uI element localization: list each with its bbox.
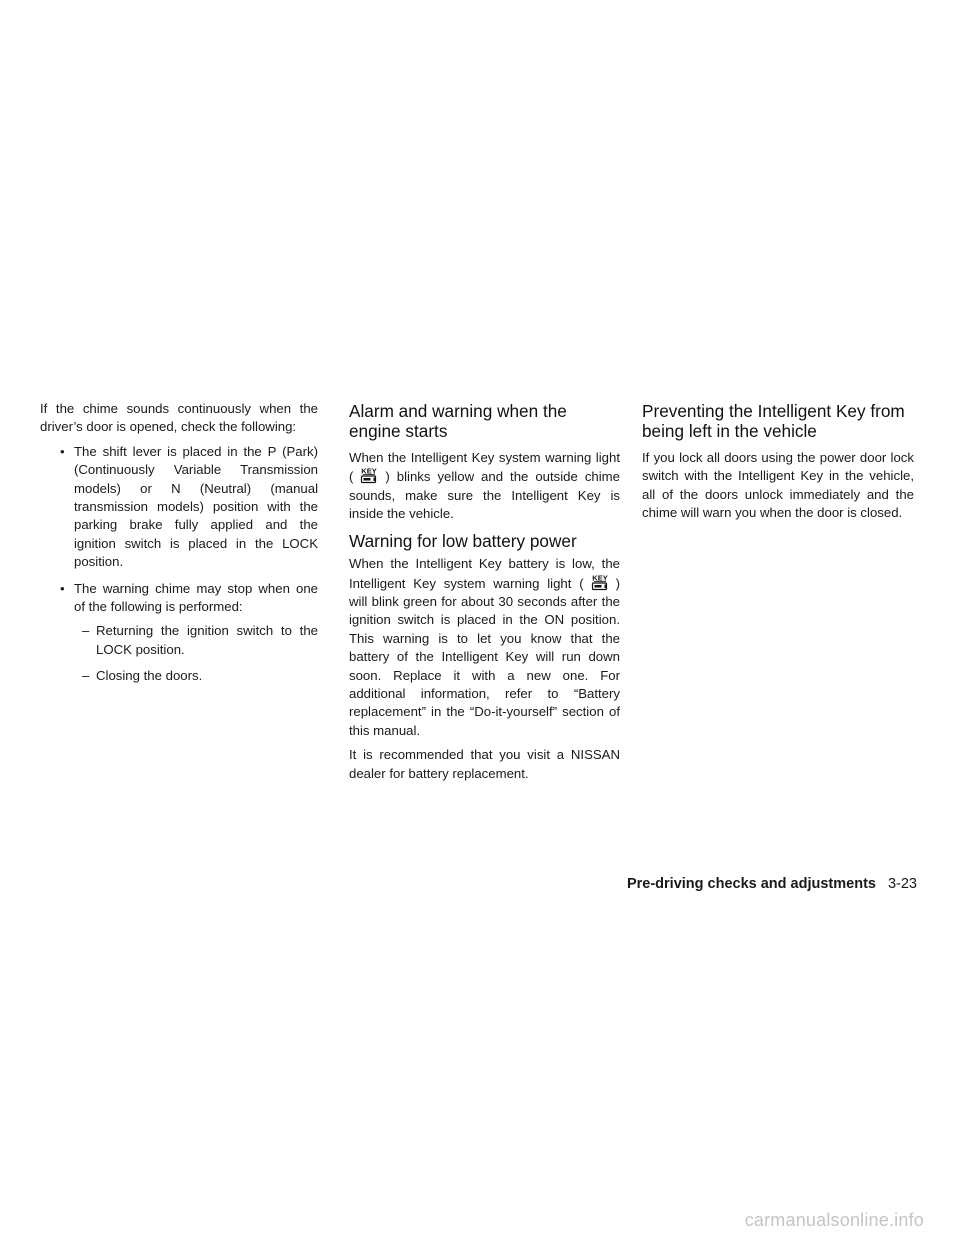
section-heading: Alarm and warning when the engine starts: [349, 401, 567, 441]
footer-section-title: Pre-driving checks and adjustments: [626, 876, 876, 892]
sub-list-item: – Closing the doors.: [82, 667, 318, 685]
list-item-text: The warning chime may stop when one of the following is performed:: [74, 580, 318, 615]
paragraph: [349, 449, 620, 524]
column-3: [642, 400, 914, 529]
page-footer: [627, 876, 917, 892]
check-list: [40, 443, 318, 686]
paragraph-text: When the Intelligent Key system warning light (: [349, 450, 620, 485]
paragraph-text: ) will blink green for about 30 seconds after the ignition switch is placed in the ON position. This warning is to let you know that the battery of the Intelligent Key will run down soon. Replace it with a new one. For additional information, refer to “Battery replacement” in the “Do-it-yourself” section of this manual.: [349, 575, 620, 738]
key-warning-icon: [588, 574, 612, 591]
page-number: 3-23: [887, 876, 917, 892]
paragraph-text: ) blinks yellow and the outside chime sounds, make sure the Intelligent Key is inside the vehicle.: [349, 469, 620, 522]
watermark: carmanualsonline.info: [744, 1210, 924, 1230]
sub-list-item: – Returning the ignition switch to the LOCK position.: [82, 622, 318, 659]
sub-list: [74, 622, 318, 685]
column-2: [349, 400, 620, 789]
paragraph-text: When the Intelligent Key battery is low, the Intelligent Key system warning light (: [349, 556, 620, 591]
paragraph: It is recommended that you visit a NISSAN dealer for battery replacement.: [349, 747, 620, 781]
section-heading: Preventing the Intelligent Key from being left in the vehicle: [642, 401, 905, 441]
paragraph: [349, 555, 620, 740]
key-warning-icon: [357, 467, 381, 484]
key-icon-label: KEY: [361, 467, 378, 476]
column-1: [40, 400, 318, 694]
list-item: [60, 580, 318, 686]
section-heading: Warning for low battery power: [349, 530, 577, 551]
paragraph: If you lock all doors using the power door lock switch with the Intelligent Key in the vehicle, all of the doors unlock immediately and the chime will warn you when the door is closed.: [642, 450, 914, 521]
list-item: • The shift lever is placed in the P (Park) (Continuously Variable Transmission models) or N (Neutral) (manual transmission models) position with the parking brake fully applied and the ignition switch is placed in the LOCK position.: [60, 443, 318, 572]
key-icon-label: KEY: [591, 573, 608, 583]
intro-paragraph: If the chime sounds continuously when the driver’s door is opened, check the following:: [40, 401, 318, 435]
